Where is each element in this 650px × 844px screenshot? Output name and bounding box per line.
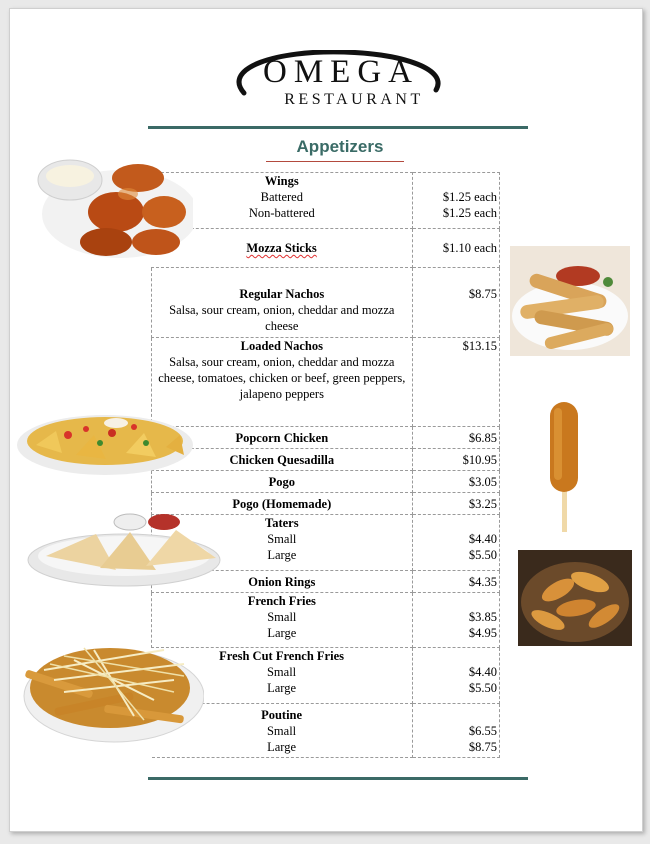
menu-item-loaded-nachos bbox=[152, 338, 500, 427]
option-label: Small bbox=[267, 532, 297, 546]
item-name: Popcorn Chicken bbox=[235, 430, 329, 445]
option-price: $6.55 bbox=[468, 724, 497, 738]
option-label: Small bbox=[266, 665, 297, 679]
item-name: Mozza Sticks bbox=[246, 241, 317, 255]
logo-subtitle: RESTAURANT bbox=[284, 91, 424, 108]
section-title: Appetizers bbox=[296, 137, 384, 156]
item-name: Wings bbox=[264, 174, 299, 188]
item-name: Regular Nachos bbox=[239, 287, 325, 301]
poutine-photo bbox=[14, 620, 204, 744]
top-rule bbox=[148, 126, 528, 129]
item-description: Salsa, sour cream, onion, cheddar and mozza cheese bbox=[169, 303, 395, 333]
item-price: $3.25 bbox=[412, 493, 499, 515]
item-name: Onion Rings bbox=[248, 574, 316, 589]
wings-photo bbox=[28, 150, 193, 262]
item-price: $1.10 each bbox=[412, 229, 499, 268]
option-price: $8.75 bbox=[468, 740, 497, 754]
item-price: $10.95 bbox=[412, 449, 499, 471]
item-price: $13.15 bbox=[412, 338, 499, 427]
item-price: $4.35 bbox=[412, 571, 499, 593]
option-label: Large bbox=[267, 626, 297, 640]
menu-item-wings bbox=[152, 173, 500, 229]
menu-item-popcorn-chicken bbox=[152, 427, 500, 449]
item-name: Taters bbox=[265, 516, 299, 530]
option-price: $3.85 bbox=[468, 610, 497, 624]
menu-item-chicken-quesadilla bbox=[152, 449, 500, 471]
bottom-rule bbox=[148, 777, 528, 780]
item-name: Poutine bbox=[261, 708, 303, 722]
item-name: French Fries bbox=[247, 594, 316, 608]
section-title-underline bbox=[266, 161, 404, 162]
quesadilla-photo bbox=[26, 508, 222, 588]
option-label: Small bbox=[267, 610, 297, 624]
option-price: $4.40 bbox=[468, 665, 497, 679]
menu-item-mozza-sticks bbox=[152, 229, 500, 268]
item-name: Pogo bbox=[268, 474, 295, 489]
option-price: $4.40 bbox=[468, 532, 497, 546]
option-price: $1.25 each bbox=[442, 190, 497, 204]
option-label: Large bbox=[267, 548, 297, 562]
item-name: Loaded Nachos bbox=[240, 339, 323, 353]
mozza-sticks-photo bbox=[510, 246, 630, 356]
option-label: Non-battered bbox=[248, 206, 315, 220]
option-label: Battered bbox=[260, 190, 303, 204]
option-label: Small bbox=[266, 724, 297, 738]
option-price: $4.95 bbox=[468, 626, 497, 640]
nachos-photo bbox=[16, 405, 194, 477]
option-label: Large bbox=[267, 681, 297, 695]
pogo-photo bbox=[544, 400, 584, 534]
menu-item-regular-nachos bbox=[152, 268, 500, 338]
item-name: Pogo (Homemade) bbox=[232, 496, 332, 511]
option-price: $5.50 bbox=[468, 681, 497, 695]
item-price: $3.05 bbox=[412, 471, 499, 493]
item-price: $8.75 bbox=[412, 268, 499, 338]
item-name: Fresh Cut French Fries bbox=[219, 649, 344, 663]
option-price: $5.50 bbox=[468, 548, 497, 562]
logo-wordmark: OMEGA bbox=[263, 54, 419, 90]
item-name: Chicken Quesadilla bbox=[229, 452, 335, 467]
item-description: Salsa, sour cream, onion, cheddar and mozza cheese, tomatoes, chicken or beef, green peppers, jalapeno peppers bbox=[158, 355, 406, 401]
option-label: Large bbox=[267, 740, 297, 754]
taters-photo bbox=[518, 550, 632, 646]
option-price: $1.25 each bbox=[442, 206, 497, 220]
menu-item-pogo bbox=[152, 471, 500, 493]
restaurant-logo bbox=[236, 50, 446, 112]
item-price: $6.85 bbox=[412, 427, 499, 449]
